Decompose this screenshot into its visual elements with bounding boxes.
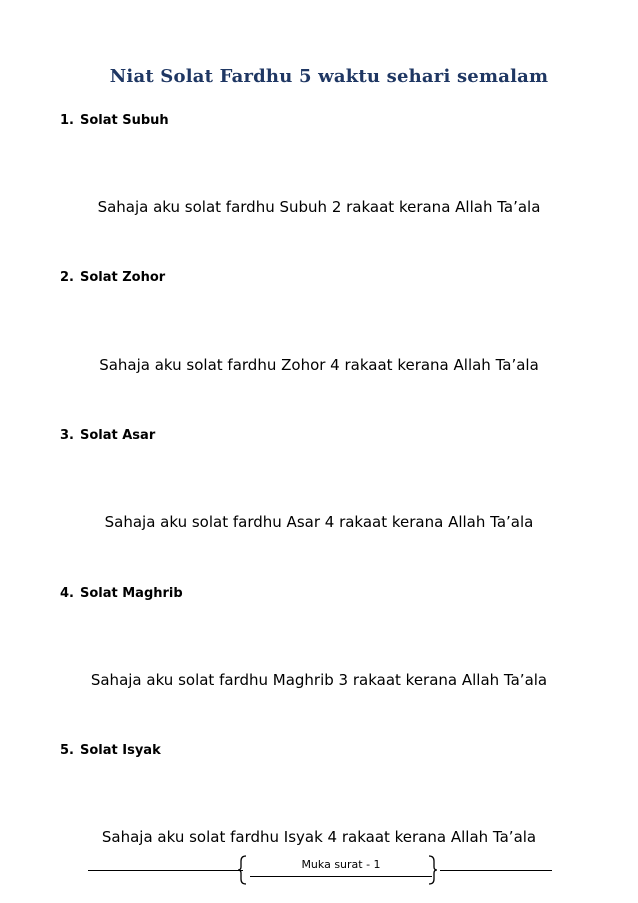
section-number: 2. <box>60 270 74 285</box>
section-heading-label: Solat Isyak <box>79 743 161 758</box>
niat-subuh: Sahaja aku solat fardhu Subuh 2 rakaat kerana Allah Ta’ala <box>97 198 541 216</box>
section-heading-maghrib <box>60 586 183 601</box>
section-heading-subuh <box>60 113 169 128</box>
niat-zohor: Sahaja aku solat fardhu Zohor 4 rakaat kerana Allah Ta’ala <box>99 356 539 374</box>
section-number: 5. <box>60 743 74 758</box>
section-heading-label: Solat Zohor <box>79 270 166 285</box>
section-heading-zohor <box>60 270 165 285</box>
footer-rule-center <box>250 876 432 877</box>
page-number: Muka surat - 1 <box>301 858 381 871</box>
niat-maghrib: Sahaja aku solat fardhu Maghrib 3 rakaat kerana Allah Ta’ala <box>90 671 548 689</box>
section-number: 4. <box>60 586 74 601</box>
section-heading-label: Solat Subuh <box>79 113 169 128</box>
section-heading-asar <box>60 428 155 443</box>
section-number: 3. <box>60 428 74 443</box>
section-heading-isyak <box>60 743 161 758</box>
section-heading-label: Solat Asar <box>79 428 156 443</box>
page-title: Niat Solat Fardhu 5 waktu sehari semalam <box>109 66 549 87</box>
section-number: 1. <box>60 113 74 128</box>
footer-rule-left <box>88 870 243 871</box>
footer-bracket-left <box>237 855 247 885</box>
footer-rule-right <box>440 870 552 871</box>
niat-isyak: Sahaja aku solat fardhu Isyak 4 rakaat kerana Allah Ta’ala <box>101 828 537 846</box>
niat-asar: Sahaja aku solat fardhu Asar 4 rakaat kerana Allah Ta’ala <box>104 513 534 531</box>
section-heading-label: Solat Maghrib <box>79 586 183 601</box>
